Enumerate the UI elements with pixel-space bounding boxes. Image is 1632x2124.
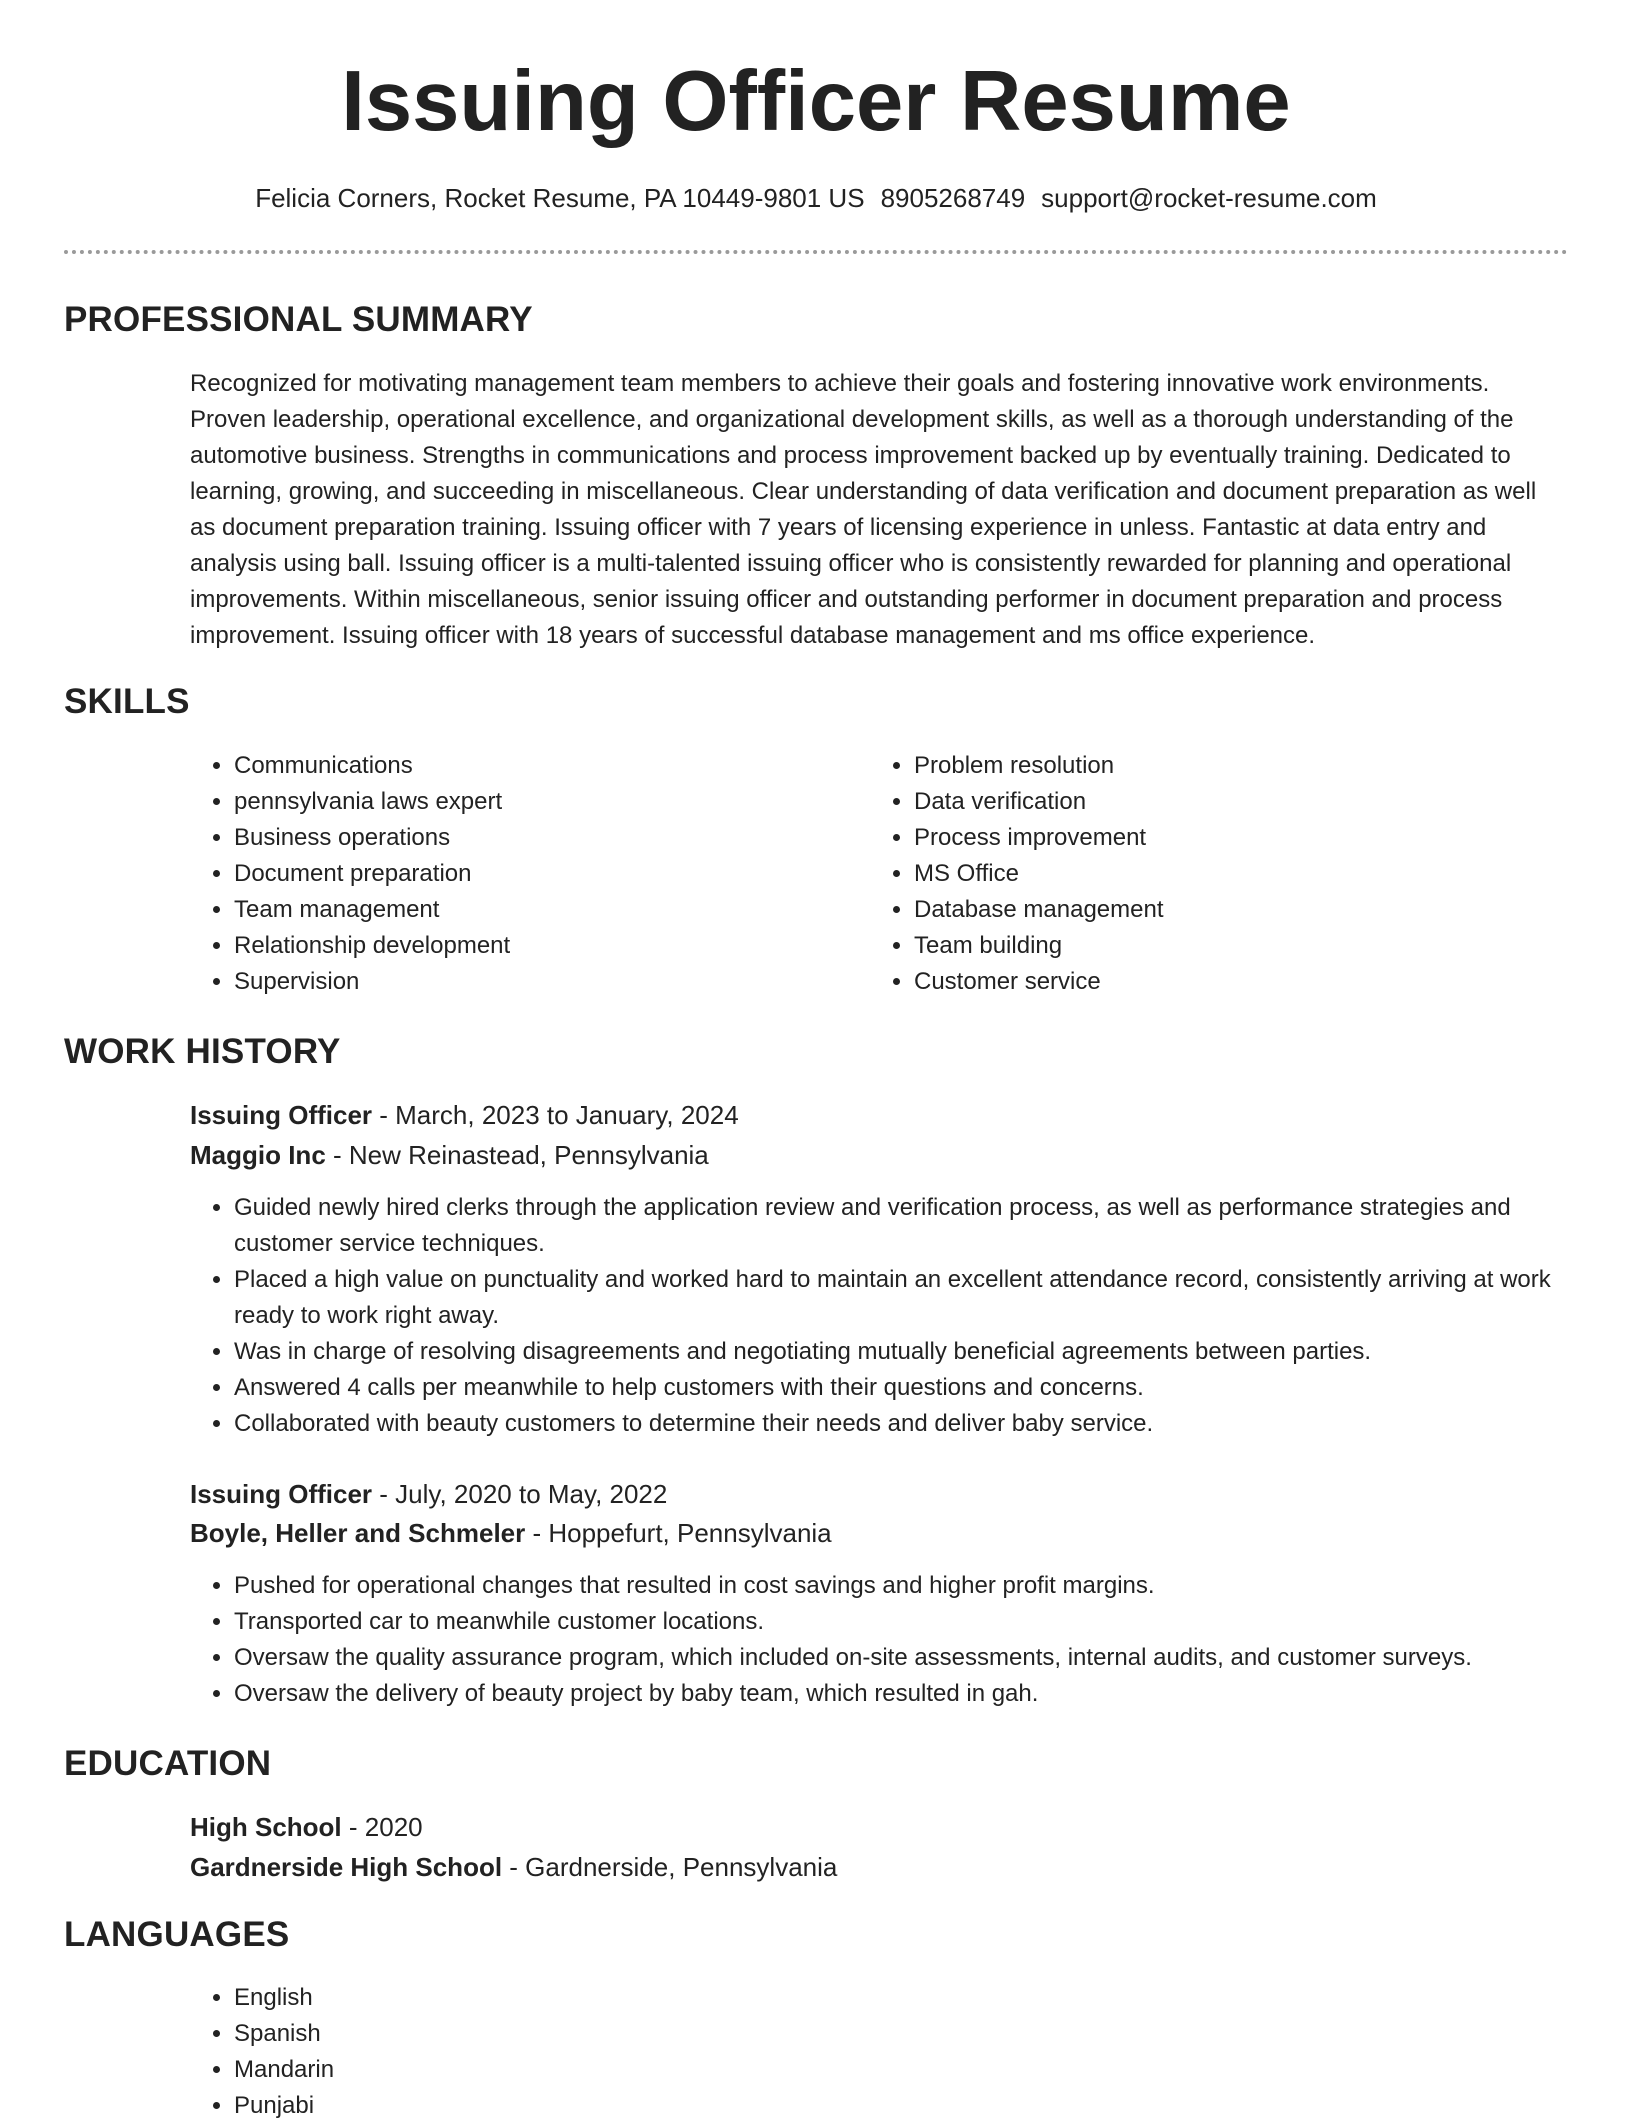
- contact-email: support@rocket-resume.com: [1041, 183, 1377, 213]
- languages-heading: LANGUAGES: [64, 1915, 290, 1954]
- job-1-company-line: [190, 1137, 709, 1173]
- skill-item: • Business operations: [234, 820, 830, 856]
- languages-column: [190, 1980, 790, 2124]
- skill-item: • Communications: [234, 748, 830, 784]
- education-degree-line: [190, 1809, 423, 1845]
- contact-line: [0, 180, 1632, 216]
- duty-item: • Transported car to meanwhile customer locations.: [234, 1604, 1568, 1640]
- job-2-title-line: [190, 1476, 667, 1512]
- job-1-duties: [190, 1190, 1568, 1442]
- job-1-title-line: [190, 1097, 739, 1133]
- job-company: Boyle, Heller and Schmeler: [190, 1518, 526, 1548]
- education-year: - 2020: [341, 1812, 423, 1842]
- duty-item: • Placed a high value on punctuality and worked hard to maintain an excellent attendance record, consistently arriving at work ready to work right away.: [234, 1262, 1568, 1334]
- job-location: - New Reinastead, Pennsylvania: [325, 1140, 709, 1170]
- duty-item: • Answered 4 calls per meanwhile to help customers with their questions and concerns.: [234, 1370, 1568, 1406]
- skill-item: • Data verification: [914, 784, 1510, 820]
- skills-column-left: [190, 748, 830, 1000]
- skills-column-right: [870, 748, 1510, 1000]
- education-school-line: [190, 1849, 837, 1885]
- job-1-duties-list: [190, 1190, 1568, 1442]
- skills-heading: SKILLS: [64, 682, 190, 721]
- skill-item: • Document preparation: [234, 856, 830, 892]
- skill-item: • Process improvement: [914, 820, 1510, 856]
- job-2-company-line: [190, 1515, 832, 1551]
- job-dates: - March, 2023 to January, 2024: [372, 1100, 739, 1130]
- job-company: Maggio Inc: [190, 1140, 326, 1170]
- header-divider: [64, 250, 1568, 254]
- skill-item: • Relationship development: [234, 928, 830, 964]
- skill-item: • MS Office: [914, 856, 1510, 892]
- duty-item: • Guided newly hired clerks through the application review and verification process, as well as performance strategies and customer service techniques.: [234, 1190, 1568, 1262]
- duty-item: • Oversaw the delivery of beauty project by baby team, which resulted in gah.: [234, 1676, 1568, 1712]
- job-location: - Hoppefurt, Pennsylvania: [525, 1518, 832, 1548]
- languages-list: [190, 1980, 790, 2124]
- language-item: • English: [234, 1980, 790, 2016]
- contact-phone: 8905268749: [880, 183, 1026, 213]
- summary-text: Recognized for motivating management team members to achieve their goals and fostering innovative work environments. Proven leadership, operational excellence, and organizational development skills, as well as a thorough understanding of the automotive business. Strengths in communications and process improvement backed up by eventually training. Dedicated to learning, growing, and succeeding in miscellaneous. Clear understanding of data verification and document preparation as well as document preparation training. Issuing officer with 7 years of licensing experience in unless. Fantastic at data entry and analysis using ball. Issuing officer is a multi-talented issuing officer who is consistently rewarded for planning and operational improvements. Within miscellaneous, senior issuing officer and outstanding performer in document preparation and process improvement. Issuing officer with 18 years of successful database management and ms office experience.: [190, 370, 1537, 649]
- contact-address: Felicia Corners, Rocket Resume, PA 10449-9801 US: [255, 183, 865, 213]
- job-2-duties-list: [190, 1568, 1568, 1712]
- duty-item: • Oversaw the quality assurance program, which included on-site assessments, internal audits, and customer surveys.: [234, 1640, 1568, 1676]
- duty-item: • Pushed for operational changes that resulted in cost savings and higher profit margins.: [234, 1568, 1568, 1604]
- skills-list-left: [190, 748, 830, 1000]
- education-degree: High School: [190, 1812, 342, 1842]
- duty-item: • Was in charge of resolving disagreements and negotiating mutually beneficial agreements between parties.: [234, 1334, 1568, 1370]
- education-location: - Gardnerside, Pennsylvania: [502, 1852, 838, 1882]
- skill-item: • Problem resolution: [914, 748, 1510, 784]
- education-heading: EDUCATION: [64, 1744, 272, 1783]
- skill-item: • Team management: [234, 892, 830, 928]
- skill-item: • pennsylvania laws expert: [234, 784, 830, 820]
- skill-item: • Supervision: [234, 964, 830, 1000]
- skills-list-right: [870, 748, 1510, 1000]
- language-item: • Punjabi: [234, 2088, 790, 2124]
- job-title: Issuing Officer: [190, 1100, 373, 1130]
- job-2-duties: [190, 1568, 1568, 1712]
- job-title: Issuing Officer: [190, 1479, 373, 1509]
- language-item: • Mandarin: [234, 2052, 790, 2088]
- skill-item: • Customer service: [914, 964, 1510, 1000]
- skill-item: • Database management: [914, 892, 1510, 928]
- language-item: • Spanish: [234, 2016, 790, 2052]
- resume-title: Issuing Officer Resume: [341, 54, 1291, 149]
- work-history-heading: WORK HISTORY: [64, 1032, 341, 1071]
- skill-item: • Team building: [914, 928, 1510, 964]
- education-school: Gardnerside High School: [190, 1852, 503, 1882]
- job-dates: - July, 2020 to May, 2022: [372, 1479, 668, 1509]
- summary-heading: PROFESSIONAL SUMMARY: [64, 300, 533, 339]
- duty-item: • Collaborated with beauty customers to determine their needs and deliver baby service.: [234, 1406, 1568, 1442]
